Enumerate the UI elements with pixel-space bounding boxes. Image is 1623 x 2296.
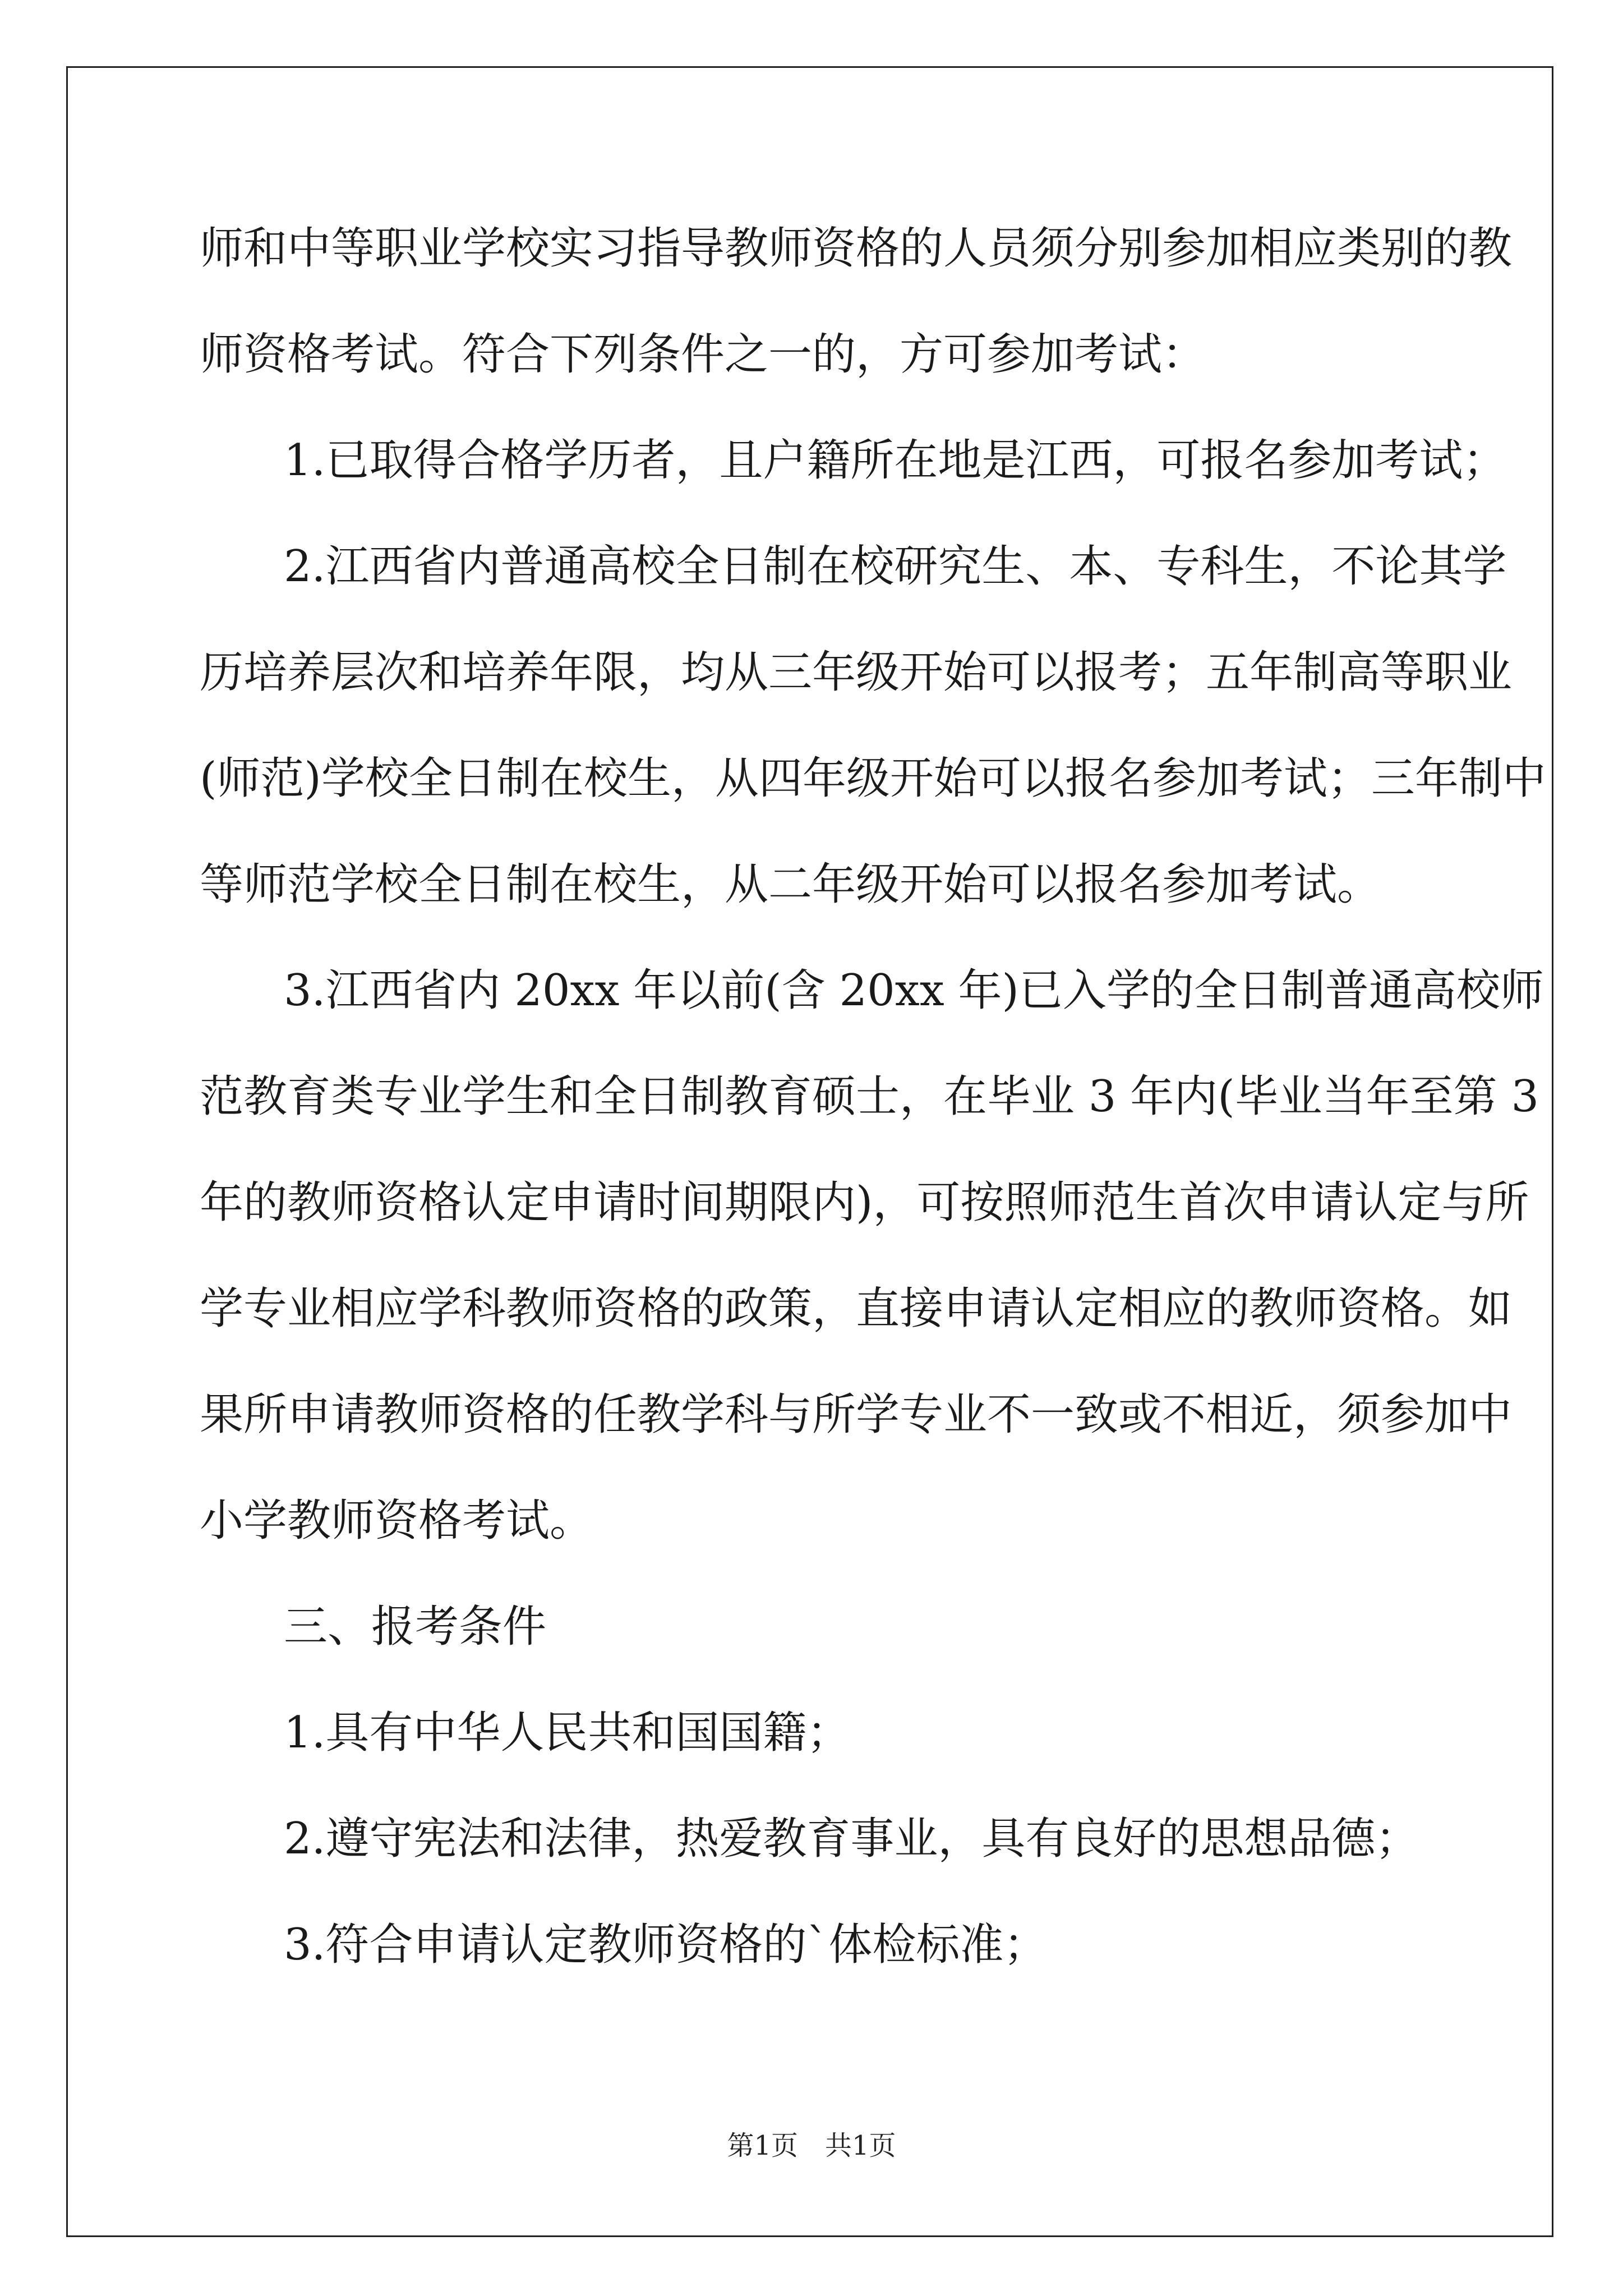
paragraph-line: 学专业相应学科教师资格的政策，直接申请认定相应的教师资格。如 [200,1283,1513,1334]
section-heading: 三、报考条件 [284,1602,547,1652]
paragraph-line: 果所申请教师资格的任教学科与所学专业不一致或不相近，须参加中 [200,1389,1513,1440]
document-body [200,218,1546,2020]
paragraph-line: 历培养层次和培养年限，均从三年级开始可以报考；五年制高等职业 [200,647,1513,698]
paragraph-line: 师资格考试。符合下列条件之一的，方可参加考试： [200,329,1206,380]
paragraph-line: 等师范学校全日制在校生，从二年级开始可以报名参加考试。 [200,859,1381,910]
list-item-1: 1.已取得合格学历者，且户籍所在地是江西，可报名参加考试； [284,435,1507,486]
page-footer [0,2129,1623,2162]
paragraph-line: 年的教师资格认定申请时间期限内)，可按照师范生首次申请认定与所 [200,1177,1529,1228]
condition-item-2: 2.遵守宪法和法律，热爱教育事业，具有良好的思想品德； [284,1814,1419,1864]
paragraph-line: 范教育类专业学生和全日制教育硕士，在毕业 3 年内(毕业当年至第 3 [200,1071,1539,1122]
condition-item-3: 3.符合申请认定教师资格的`体检标准； [284,1920,1048,1970]
list-item-2: 2.江西省内普通高校全日制在校研究生、本、专科生，不论其学 [284,541,1507,592]
page-number: 第1页 [727,2130,798,2161]
paragraph-line: (师范)学校全日制在校生，从四年级开始可以报名参加考试；三年制中 [200,753,1546,804]
page-total: 共1页 [825,2130,896,2161]
list-item-3: 3.江西省内 20xx 年以前(含 20xx 年)已入学的全日制普通高校师 [284,965,1544,1016]
condition-item-1: 1.具有中华人民共和国国籍； [284,1708,851,1758]
paragraph-line: 师和中等职业学校实习指导教师资格的人员须分别参加相应类别的教 [200,223,1513,274]
paragraph-line: 小学教师资格考试。 [200,1496,594,1546]
